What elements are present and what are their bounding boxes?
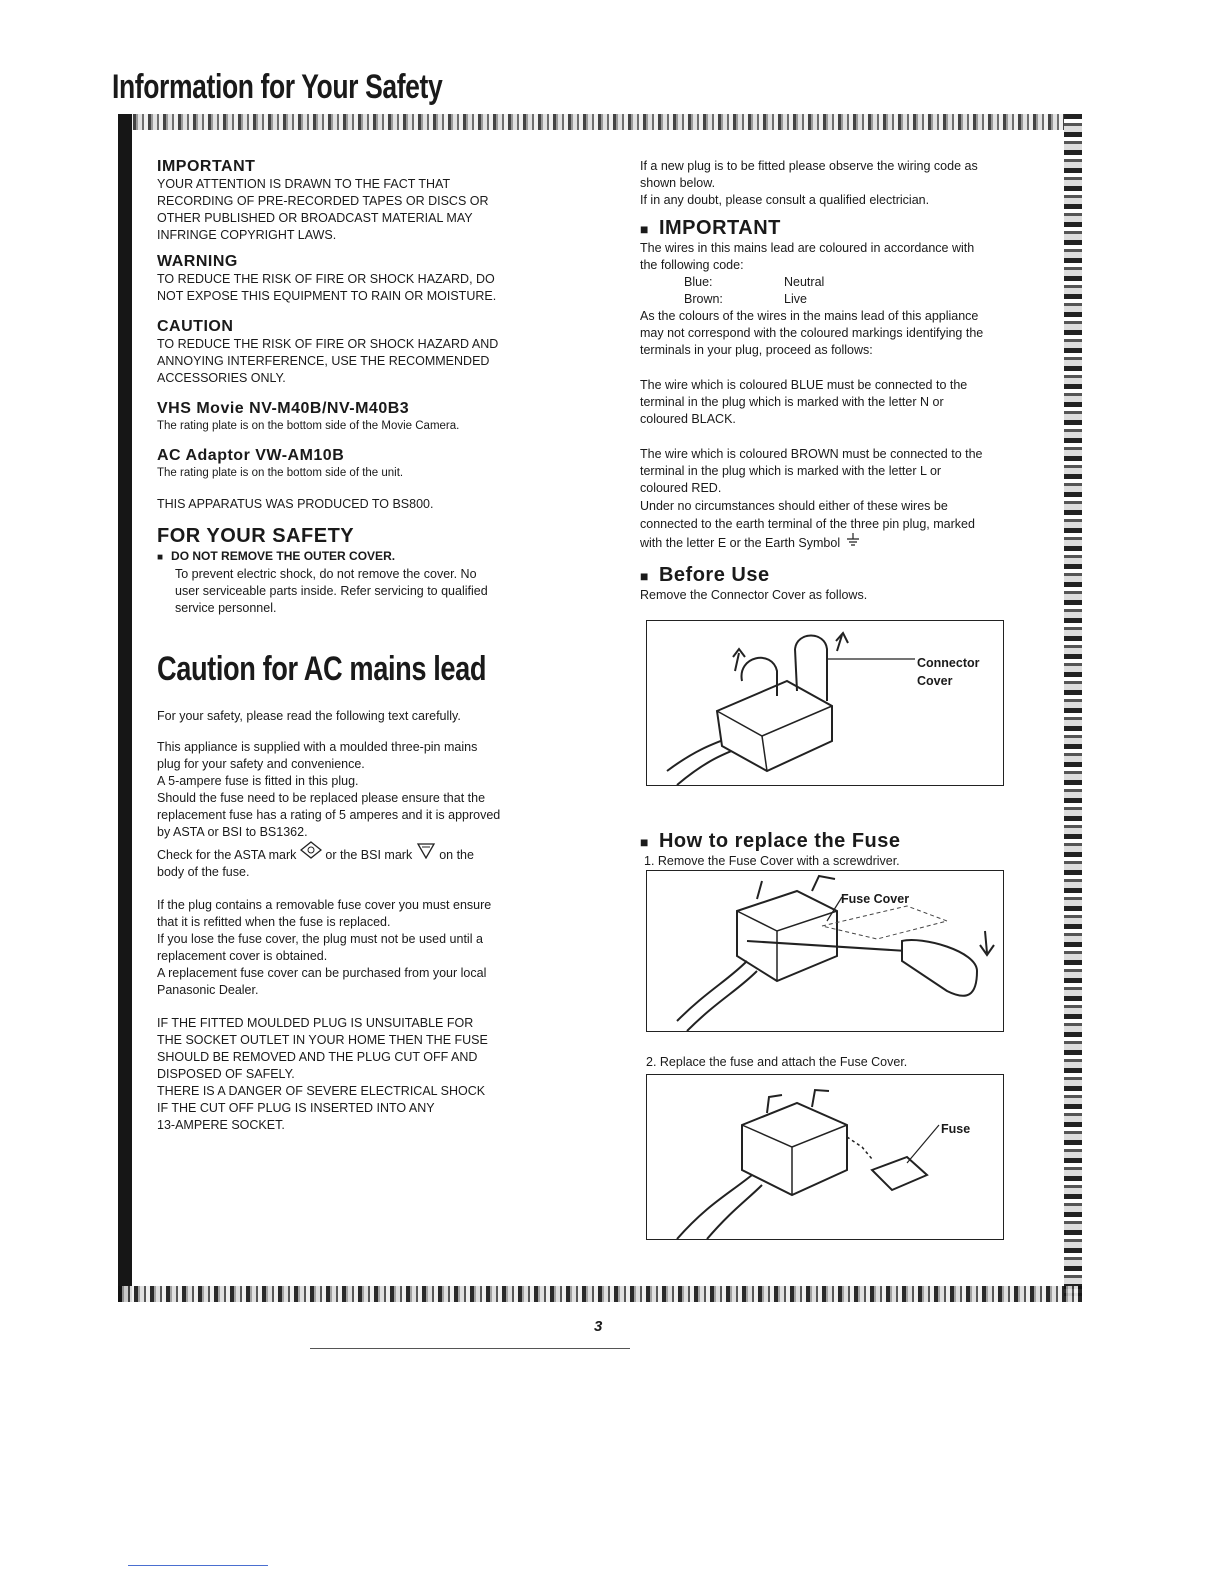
wire-meaning: Neutral (784, 275, 825, 289)
caution-ac-p3: IF THE FITTED MOULDED PLUG IS UNSUITABLE FOR THE SOCKET OUTLET IN YOUR HOME THEN THE FUSE SHOULD BE REMOVED AND THE PLUG CUT OFF AND DISPOSED OF SAFELY. THERE IS A DANGER OF SEVERE ELECTRICAL SHOCK IF THE CUT OFF PLUG IS INSERTED INTO ANY 13-AMPERE SOCKET. (157, 1016, 488, 1132)
cover-label: Cover (917, 674, 953, 688)
important-left-heading: IMPORTANT (157, 158, 256, 175)
frame-right-border (1064, 114, 1082, 1302)
fuse-illustration (646, 1074, 1004, 1240)
caution-heading: CAUTION (157, 318, 234, 335)
replace-fuse-heading: ■ How to replace the Fuse (640, 830, 1048, 853)
caution-text: TO REDUCE THE RISK OF FIRE OR SHOCK HAZARD AND ANNOYING INTERFERENCE, USE THE RECOMMENDED ACCESSORIES ONLY. (157, 337, 499, 385)
warning-text: TO REDUCE THE RISK OF FIRE OR SHOCK HAZARD, DO NOT EXPOSE THIS EQUIPMENT TO RAIN OR MOISTURE. (157, 272, 497, 303)
bsi-kitemark-icon (416, 848, 436, 862)
earth-warning-p4: Under no circumstances should either of these wires be connected to the earth terminal of the three pin plug, marked with the letter E or the Earth Symbol (640, 499, 975, 550)
before-use-text: Remove the Connector Cover as follows. (640, 588, 868, 602)
right-intro-text: If a new plug is to be fitted please observe the wiring code as shown below. If in any doubt, please consult a qualified electrician. (640, 159, 978, 207)
important-right-heading: ■ IMPORTANT (640, 217, 1048, 240)
outer-cover-bullet: ■ DO NOT REMOVE THE OUTER COVER. (157, 548, 597, 566)
caution-ac-p1: This appliance is supplied with a moulded three-pin mains plug for your safety and convenience. A 5-ampere fuse is fitted in this plug. Should the fuse need to be replaced please ensure that the replacement fuse has a rating of 5 amperes and it is approved by ASTA or BSI to BS1362. (157, 740, 501, 839)
page-title: Information for Your Safety (112, 68, 443, 106)
replace-fuse-section (640, 830, 1048, 870)
left-column (157, 158, 597, 617)
warning-heading: WARNING (157, 253, 238, 270)
wire-brown-p3: The wire which is coloured BROWN must be connected to the terminal in the plug which is marked with the letter L or coloured RED. (640, 447, 983, 495)
bs800-text: THIS APPARATUS WAS PRODUCED TO BS800. (157, 497, 434, 511)
caution-ac-p2: If the plug contains a removable fuse cover you must ensure that it is refitted when the fuse is replaced. If you lose the fuse cover, the plug must not be used until a replacement cover is obtained. A replacement fuse cover can be purchased from your local Panasonic Dealer. (157, 898, 492, 997)
frame-top-border (118, 114, 1082, 130)
fuse-cover-illustration (646, 870, 1004, 1032)
vhs-movie-heading: VHS Movie NV-M40B/NV-M40B3 (157, 400, 410, 417)
bsi-check-text: or the BSI mark (325, 848, 413, 862)
wire-colour: Blue: (684, 275, 713, 289)
right-column (640, 158, 1048, 604)
fuse-insert-drawing (647, 1075, 1003, 1239)
ac-adaptor-text: The rating plate is on the bottom side of the unit. (157, 467, 404, 479)
caution-ac-body (157, 708, 597, 1134)
replace-fuse-step1: 1. Remove the Fuse Cover with a screwdriver. (644, 854, 900, 868)
scan-divider-artifact (310, 1348, 630, 1349)
fuse-cover-label: Fuse Cover (841, 892, 910, 906)
scan-line-artifact (128, 1565, 268, 1566)
connector-label: Connector (917, 656, 980, 670)
wire-colour: Brown: (684, 292, 723, 306)
asta-mark-icon (300, 848, 322, 862)
for-your-safety-heading: FOR YOUR SAFETY (157, 525, 355, 547)
wire-colour-table (684, 274, 1048, 308)
frame-left-border (118, 114, 132, 1302)
ac-adaptor-heading: AC Adaptor VW-AM10B (157, 447, 345, 464)
frame-bottom-border (118, 1286, 1082, 1302)
wire-blue-p2: The wire which is coloured BLUE must be connected to the terminal in the plug which is marked with the letter N or coloured BLACK. (640, 378, 968, 426)
screwdriver-plug-drawing (647, 871, 1003, 1031)
plug-connector-drawing (647, 621, 1003, 785)
earth-symbol-icon (845, 534, 861, 551)
before-use-heading: ■ Before Use (640, 564, 1048, 587)
replace-fuse-step2: 2. Replace the fuse and attach the Fuse Cover. (646, 1055, 908, 1069)
connector-cover-illustration (646, 620, 1004, 786)
wire-meaning: Live (784, 292, 807, 306)
wiring-code-text: The wires in this mains lead are coloured in accordance with the following code: (640, 241, 975, 272)
fuse-label: Fuse (941, 1122, 971, 1136)
important-left-text: YOUR ATTENTION IS DRAWN TO THE FACT THAT RECORDING OF PRE-RECORDED TAPES OR DISCS OR OTHER PUBLISHED OR BROADCAST MATERIAL MAY INFRINGE COPYRIGHT LAWS. (157, 177, 489, 242)
caution-ac-intro: For your safety, please read the following text carefully. (157, 709, 461, 723)
caution-ac-title: Caution for AC mains lead (157, 650, 487, 688)
body-of-fuse-text: body of the fuse. (157, 865, 250, 879)
page-number: 3 (594, 1318, 603, 1335)
for-your-safety-text: To prevent electric shock, do not remove the cover. No user serviceable parts inside. Refer servicing to qualified service personnel. (175, 567, 488, 615)
vhs-movie-text: The rating plate is on the bottom side of the Movie Camera. (157, 420, 460, 432)
fuse-mark-line (157, 841, 597, 864)
on-the-text: on the (439, 848, 474, 862)
asta-check-text: Check for the ASTA mark (157, 848, 297, 862)
wire-colours-p1: As the colours of the wires in the mains lead of this appliance may not correspond with the coloured markings identifying the terminals in your plug, proceed as follows: (640, 309, 984, 357)
